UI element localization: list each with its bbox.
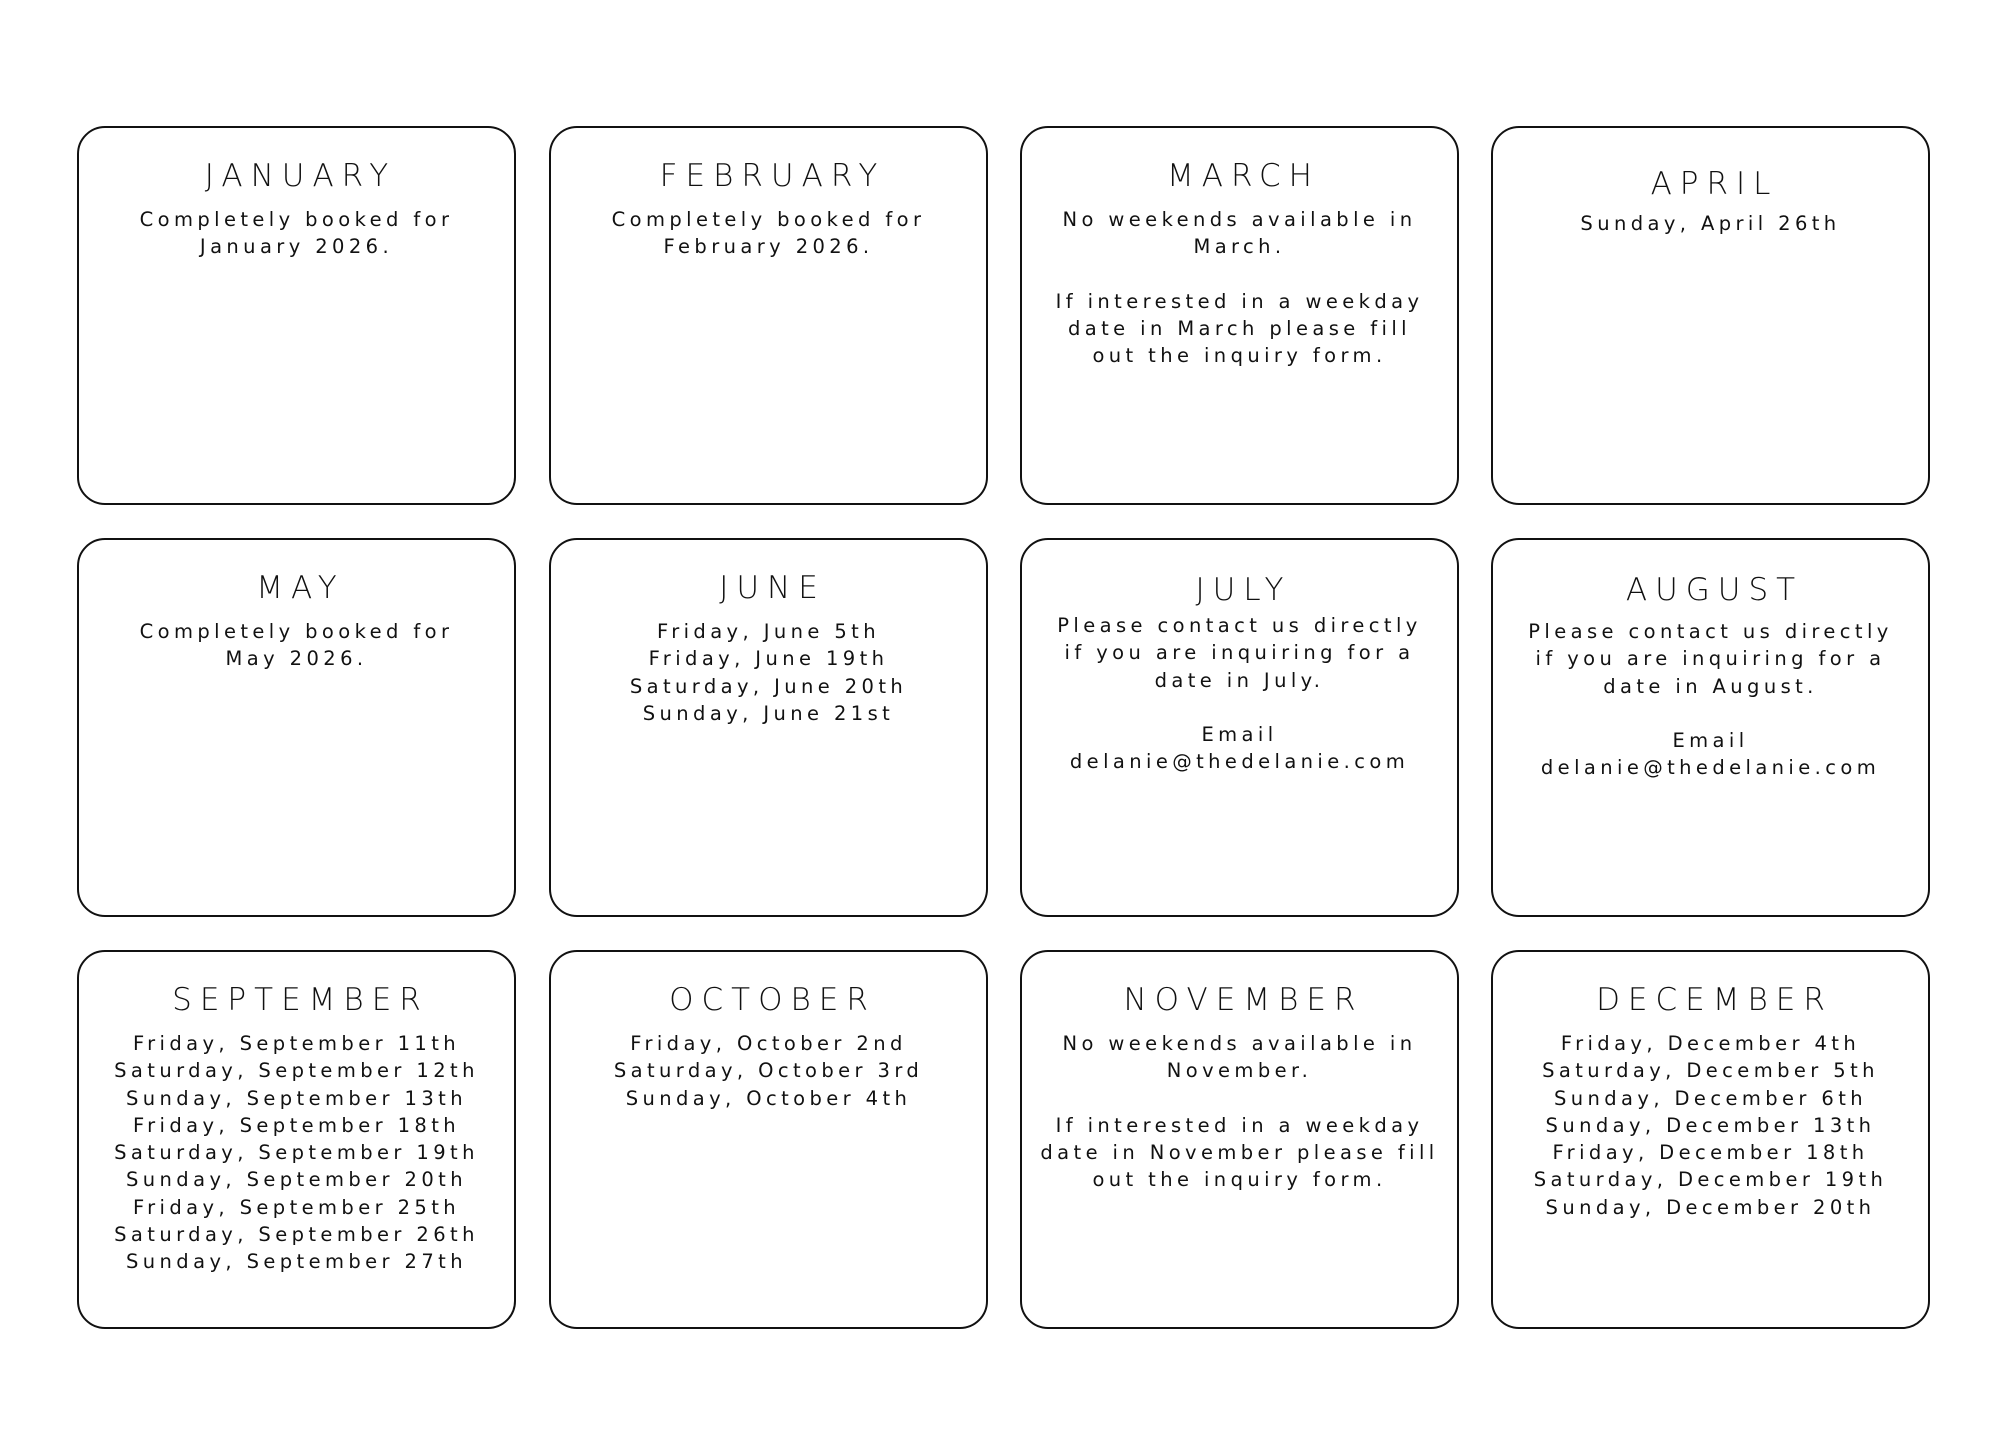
month-card-march	[1020, 126, 1459, 505]
detail-line: Friday, September 18th	[132, 1113, 461, 1137]
detail-line: Sunday, June 21st	[642, 701, 895, 725]
month-card-july	[1020, 538, 1459, 917]
detail-line: Sunday, September 20th	[126, 1168, 467, 1192]
detail-line-spacer	[1493, 700, 1928, 727]
detail-line: Friday, September 25th	[132, 1195, 461, 1219]
month-details	[1493, 210, 1928, 237]
month-details	[79, 1030, 514, 1276]
month-title: MARCH	[1167, 158, 1320, 194]
detail-line: No weekends available in	[1062, 1032, 1417, 1055]
month-title: AUGUST	[1625, 572, 1804, 608]
detail-line: date in July.	[1154, 668, 1325, 692]
detail-line: Sunday, September 27th	[126, 1250, 467, 1274]
detail-line: March.	[1193, 235, 1286, 259]
detail-line: November.	[1166, 1059, 1313, 1083]
detail-line: Completely booked for	[139, 620, 454, 643]
detail-line: January 2026.	[199, 235, 394, 259]
detail-line: Friday, June 19th	[648, 647, 889, 671]
detail-line: If interested in a weekday	[1055, 1113, 1424, 1137]
detail-line: Completely booked for	[611, 208, 926, 231]
detail-line: No weekends available in	[1062, 208, 1417, 231]
detail-line: Friday, October 2nd	[630, 1032, 907, 1055]
detail-line: May 2026.	[225, 647, 368, 671]
detail-line: if you are inquiring for a	[1535, 647, 1886, 671]
month-card-november	[1020, 950, 1459, 1329]
detail-line: If interested in a weekday	[1055, 289, 1424, 313]
detail-line: Sunday, April 26th	[1580, 212, 1841, 235]
detail-line: Sunday, December 13th	[1545, 1113, 1876, 1137]
detail-line: Saturday, December 19th	[1533, 1168, 1888, 1192]
month-details	[1022, 206, 1457, 370]
detail-line: Saturday, December 5th	[1542, 1059, 1879, 1083]
month-details	[79, 206, 514, 261]
detail-line: Please contact us directly	[1528, 620, 1893, 643]
detail-line: Please contact us directly	[1057, 614, 1422, 637]
detail-line: Friday, September 11th	[132, 1032, 461, 1055]
detail-line: date in August.	[1603, 674, 1818, 698]
detail-line: Saturday, June 20th	[629, 674, 908, 698]
detail-line: out the inquiry form.	[1092, 344, 1387, 368]
detail-line: date in November please fill	[1040, 1141, 1439, 1165]
month-card-june	[549, 538, 988, 917]
detail-line: Saturday, September 12th	[114, 1059, 479, 1083]
email-address[interactable]: delanie@thedelanie.com	[1069, 750, 1410, 774]
detail-line: Friday, December 4th	[1560, 1032, 1861, 1055]
month-title: FEBRUARY	[659, 158, 886, 194]
detail-line-spacer	[1022, 261, 1457, 288]
detail-line-spacer	[1022, 1085, 1457, 1112]
detail-line: Saturday, October 3rd	[613, 1059, 924, 1083]
email-address[interactable]: delanie@thedelanie.com	[1540, 756, 1881, 780]
month-title: DECEMBER	[1596, 982, 1833, 1018]
month-title: APRIL	[1650, 166, 1779, 202]
detail-line: Friday, June 5th	[657, 620, 880, 643]
month-details	[551, 206, 986, 261]
detail-line: out the inquiry form.	[1092, 1168, 1387, 1192]
detail-line: February 2026.	[663, 235, 874, 259]
detail-line: Sunday, September 13th	[126, 1086, 467, 1110]
month-card-august	[1491, 538, 1930, 917]
month-card-october	[549, 950, 988, 1329]
detail-line: Sunday, December 6th	[1553, 1086, 1868, 1110]
detail-line: Sunday, December 20th	[1545, 1195, 1876, 1219]
detail-line: date in March please fill	[1067, 317, 1411, 341]
month-card-april	[1491, 126, 1930, 505]
detail-line: Sunday, October 4th	[625, 1086, 912, 1110]
email-label: Email	[1672, 729, 1749, 753]
month-title: JUNE	[719, 570, 826, 606]
month-details	[551, 618, 986, 727]
month-title: JULY	[1195, 572, 1292, 608]
month-details	[1493, 1030, 1928, 1221]
detail-line: Saturday, September 26th	[114, 1223, 479, 1247]
month-details	[551, 1030, 986, 1112]
detail-line-spacer	[1022, 694, 1457, 721]
month-title: NOVEMBER	[1123, 982, 1364, 1018]
month-details	[1493, 618, 1928, 782]
month-details	[1022, 1030, 1457, 1194]
month-title: OCTOBER	[669, 982, 876, 1018]
month-card-september	[77, 950, 516, 1329]
month-card-december	[1491, 950, 1930, 1329]
month-title: MAY	[256, 570, 345, 606]
month-card-may	[77, 538, 516, 917]
month-title: SEPTEMBER	[172, 982, 429, 1018]
month-details	[1022, 612, 1457, 776]
month-details	[79, 618, 514, 673]
detail-line: Completely booked for	[139, 208, 454, 231]
detail-line: Friday, December 18th	[1552, 1141, 1869, 1165]
month-card-january	[77, 126, 516, 505]
email-label: Email	[1201, 723, 1278, 747]
month-title: JANUARY	[204, 158, 397, 194]
detail-line: if you are inquiring for a	[1064, 641, 1415, 665]
month-card-february	[549, 126, 988, 505]
detail-line: Saturday, September 19th	[114, 1141, 479, 1165]
